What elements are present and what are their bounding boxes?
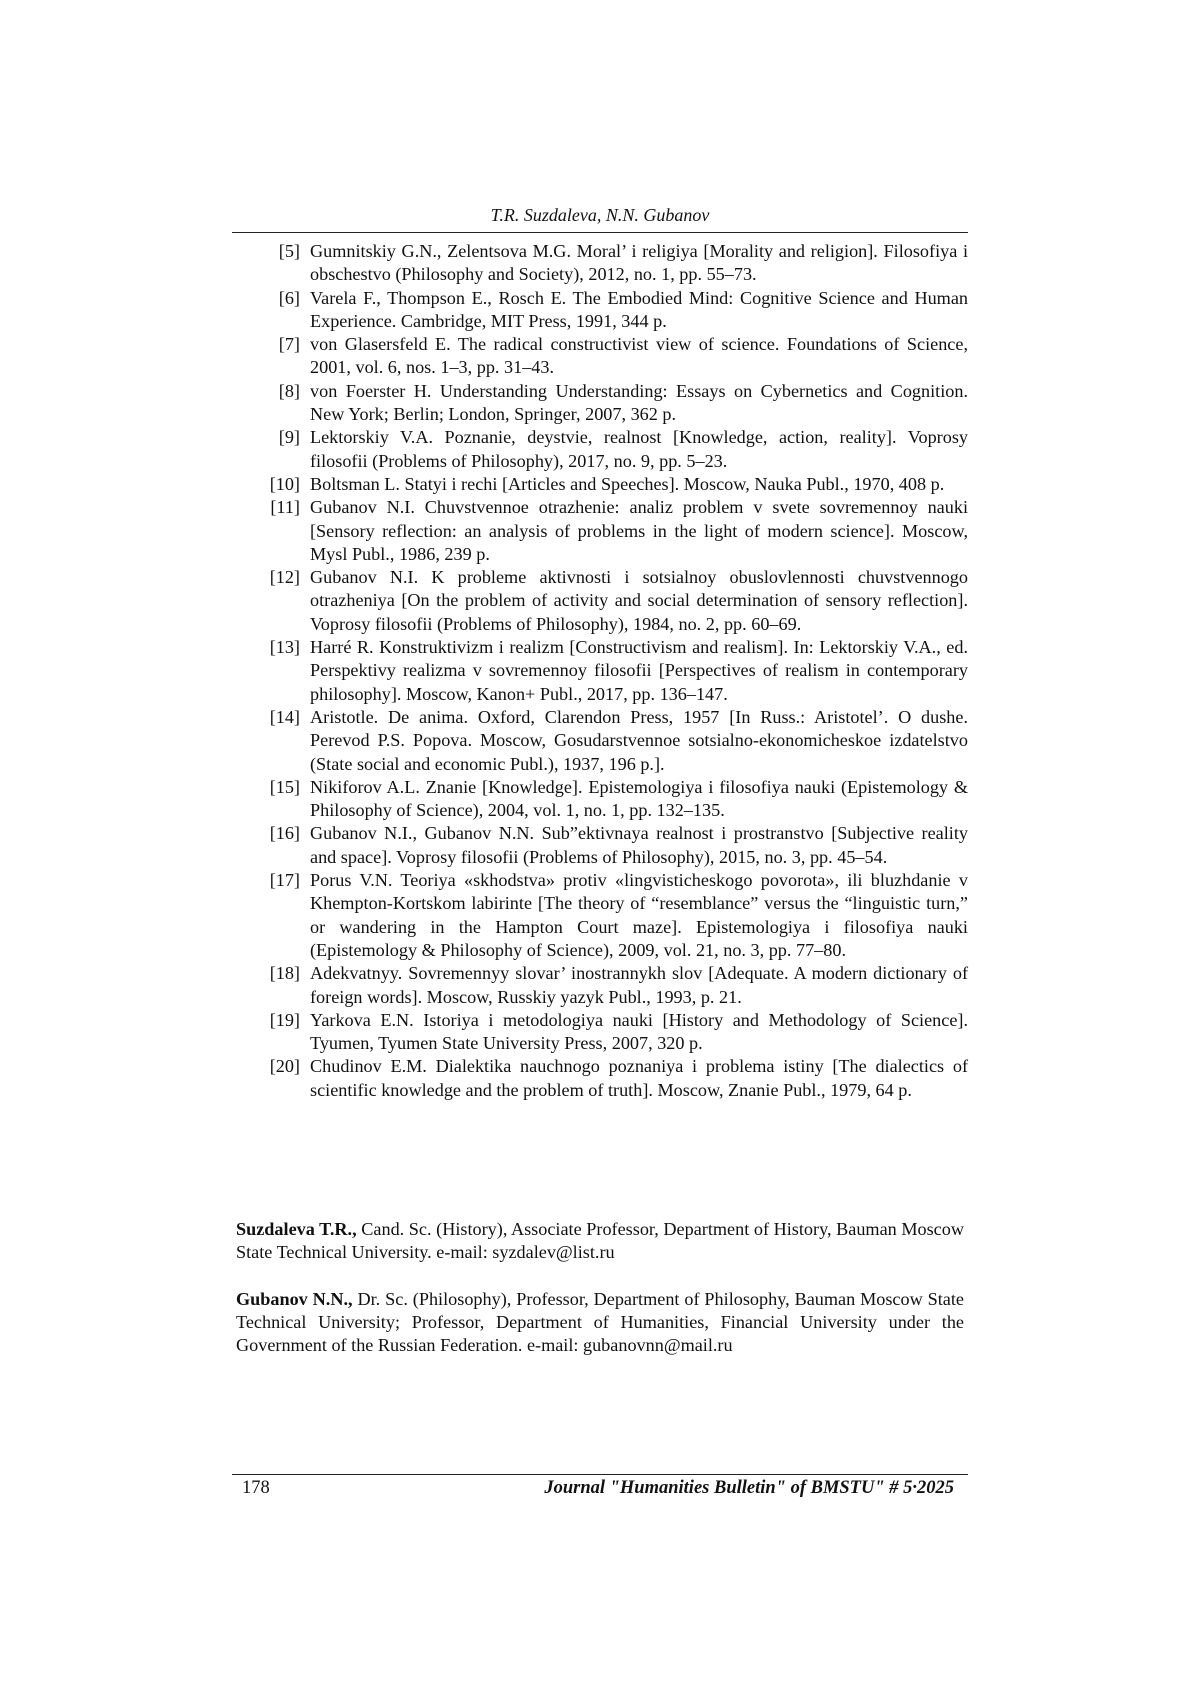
reference-number: [15] [269,776,300,797]
reference-number: [8] [278,380,300,401]
page-footer [242,1478,954,1499]
reference-text: Chudinov E.M. Dialektika nauchnogo poznaniya i problema istiny [The dialectics of scientific knowledge and the problem of truth]. Moscow, Znanie Publ., 1979, 64 p. [310,1056,968,1100]
reference-text: Boltsman L. Statyi i rechi [Articles and Speeches]. Moscow, Nauka Publ., 1970, 408 p. [310,473,945,494]
reference-text: von Glasersfeld E. The radical constructivist view of science. Foundations of Science, 2001, vol. 6, nos. 1–3, pp. 31–43. [310,334,968,378]
reference-item [232,962,968,1009]
reference-item [232,776,968,823]
reference-text: Gubanov N.I. K probleme aktivnosti i sotsialnoy obuslovlennosti chuvstvennogo otrazheniya [On the problem of activity and social determination of sensory reflection]. Voprosy filosofii (Problems of Philosophy), 1984, no. 2, pp. 60–69. [310,567,968,634]
reference-item [232,706,968,776]
reference-number: [18] [269,963,300,984]
reference-item [232,473,968,496]
reference-item [232,380,968,427]
reference-text: Varela F., Thompson E., Rosch E. The Embodied Mind: Cognitive Science and Human Experience. Cambridge, MIT Press, 1991, 344 p. [310,287,968,331]
reference-text: Lektorskiy V.A. Poznanie, deystvie, realnost [Knowledge, action, reality]. Voprosy filosofii (Problems of Philosophy), 2017, no. 9, pp. 5–23. [310,427,968,471]
author-details: Cand. Sc. (History), Associate Professor, Department of History, Bauman Moscow State Technical University. e-mail: syzdalev@list.ru [236,1219,964,1263]
reference-number: [13] [269,637,300,658]
author-paragraph [236,1288,964,1358]
reference-text: Gubanov N.I., Gubanov N.N. Sub”ektivnaya realnost i prostranstvo [Subjective reality and space]. Voprosy filosofii (Problems of Philosophy), 2015, no. 3, pp. 45–54. [310,823,968,867]
reference-number: [20] [269,1056,300,1077]
reference-number: [16] [269,823,300,844]
reference-number: [9] [278,427,300,448]
reference-list [232,240,968,1102]
reference-item [232,1055,968,1102]
author-info [236,1218,964,1380]
reference-number: [19] [269,1009,300,1030]
reference-item [232,240,968,287]
reference-text: Yarkova E.N. Istoriya i metodologiya nauki [History and Methodology of Science]. Tyumen, Tyumen State University Press, 2007, 320 p. [310,1009,968,1054]
reference-number: [7] [278,334,300,355]
author-details: Dr. Sc. (Philosophy), Professor, Department of Philosophy, Bauman Moscow State Technical University; Professor, Department of Humanities, Financial University under the Government of the Russian Federation. e-mail: gubanovnn@mail.ru [236,1288,964,1356]
reference-item [232,566,968,636]
reference-text: Gumnitskiy G.N., Zelentsova M.G. Moral’ i religiya [Morality and religion]. Filosofiya i obschestvo (Philosophy and Society), 2012, no. 1, pp. 55–73. [310,241,968,285]
reference-number: [17] [269,870,300,891]
reference-number: [12] [269,567,300,588]
reference-item [232,822,968,869]
journal-title: Journal "Humanities Bulletin" of BMSTU" # 5·2025 [544,1478,954,1498]
reference-text: Adekvatnyy. Sovremennyy slovar’ inostrannykh slov [Adequate. A modern dictionary of foreign words]. Moscow, Russkiy yazyk Publ., 1993, p. 21. [310,963,968,1007]
reference-text: Gubanov N.I. Chuvstvennoe otrazhenie: analiz problem v svete sovremennoy nauki [Sensory reflection: an analysis of problems in the light of modern science]. Moscow, Mysl Publ., 1986, 239 p. [310,497,968,564]
reference-item [232,333,968,380]
author-paragraph [236,1218,964,1265]
reference-number: [10] [269,473,300,494]
reference-text: Nikiforov A.L. Znanie [Knowledge]. Epistemologiya i filosofiya nauki (Epistemology & Philosophy of Science), 2004, vol. 1, no. 1, pp. 132–135. [310,776,968,821]
reference-text: Aristotle. De anima. Oxford, Clarendon Press, 1957 [In Russ.: Aristotel’. O dushe. Perevod P.S. Popova. Moscow, Gosudarstvennoe sotsialno-ekonomicheskoe izdatelstvo (State social and economic Publ.), 1937, 196 p.]. [310,706,968,774]
reference-item [232,496,968,566]
running-head: T.R. Suzdaleva, N.N. Gubanov [490,205,710,225]
reference-item [232,287,968,334]
reference-text: Porus V.N. Teoriya «skhodstva» protiv «lingvisticheskogo povorota», ili bluzhdanie v Khempton-Kortskom labirinte [The theory of “resemblance” versus the “linguistic turn,” or wandering in the Hampton Court maze]. Epistemologiya i filosofiya nauki (Epistemology & Philosophy of Science), 2009, vol. 21, no. 3, pp. 77–80. [310,870,968,960]
reference-text: von Foerster H. Understanding Understanding: Essays on Cybernetics and Cognition. New York; Berlin; London, Springer, 2007, 362 p. [310,380,968,425]
page-number: 178 [242,1478,270,1498]
author-name: Gubanov N.N., [236,1288,353,1309]
reference-number: [14] [269,706,300,727]
author-name: Suzdaleva T.R., [236,1219,357,1239]
reference-item [232,636,968,706]
footer-rule [232,1474,968,1475]
reference-number: [6] [278,287,300,308]
header-rule [232,232,968,233]
reference-number: [11] [270,497,300,518]
reference-item [232,1009,968,1056]
reference-text: Harré R. Konstruktivizm i realizm [Constructivism and realism]. In: Lektorskiy V.A., ed. Perspektivy realizma v sovremennoy filosofii [Perspectives of realism in contemporary philosophy]. Moscow, Kanon+ Publ., 2017, pp. 136–147. [310,637,968,704]
reference-number: [5] [278,241,300,261]
reference-item [232,869,968,962]
reference-item [232,426,968,473]
